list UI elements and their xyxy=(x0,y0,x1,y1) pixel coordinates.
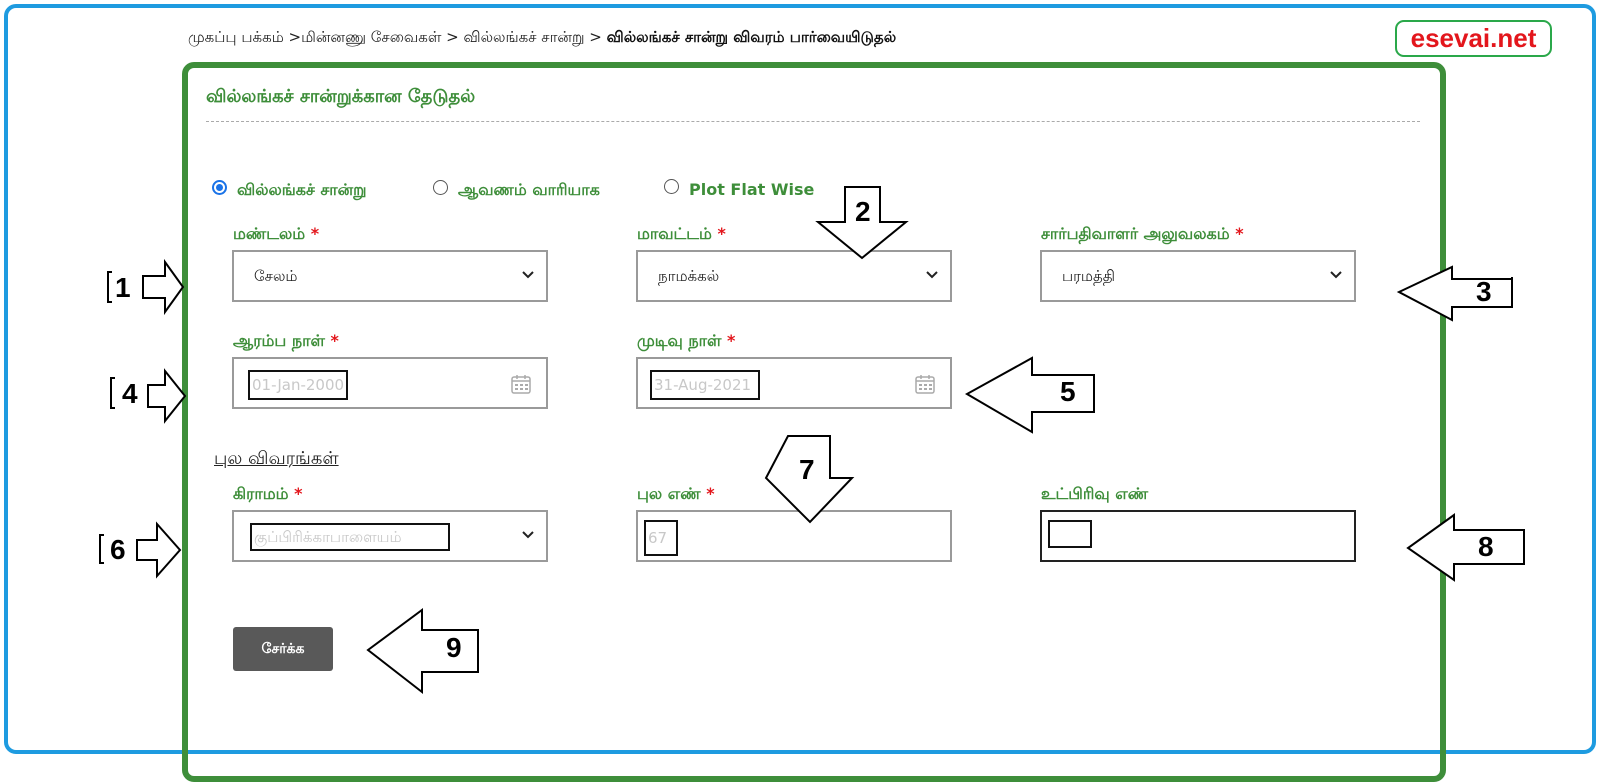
required-mark: * xyxy=(1235,224,1244,243)
annotation-number-3: 3 xyxy=(1476,276,1492,307)
esevai-logo: esevai.net xyxy=(1395,20,1552,57)
required-mark: * xyxy=(310,224,320,243)
district-label-text: மாவட்டம் xyxy=(637,224,712,243)
annotation-number-4: 4 xyxy=(122,378,138,409)
annotation-number-6: 6 xyxy=(110,534,126,565)
start-date-label-text: ஆரம்ப நாள் xyxy=(233,331,325,350)
survey-details-heading: புல விவரங்கள் xyxy=(214,448,339,469)
annotation-number-1: 1 xyxy=(115,272,131,303)
panel-title: வில்லங்கச் சான்றுக்கான தேடுதல் xyxy=(206,86,476,107)
required-mark: * xyxy=(727,331,736,350)
survey-no-value: 67 xyxy=(644,520,678,556)
annotation-arrow-3 xyxy=(1399,267,1512,320)
breadcrumb-path[interactable]: முகப்பு பக்கம் >மின்னணு சேவைகள் > வில்லங்கச் சான்று > xyxy=(188,28,607,46)
radio-label: ஆவணம் வாரியாக xyxy=(458,180,600,199)
village-value: குப்பிரிக்காபாளையம் xyxy=(250,523,450,551)
survey-no-label-text: புல எண் xyxy=(637,484,701,503)
village-label-text: கிராமம் xyxy=(233,484,289,503)
annotation-number-8: 8 xyxy=(1478,531,1494,562)
required-mark: * xyxy=(717,224,726,243)
annotation-number-2: 2 xyxy=(855,196,871,227)
annotation-number-5: 5 xyxy=(1060,376,1076,407)
sro-label-text: சார்பதிவாளர் அலுவலகம் xyxy=(1041,224,1230,243)
annotation-number-7: 7 xyxy=(799,454,815,485)
required-mark: * xyxy=(294,484,303,503)
end-date-label-text: முடிவு நாள் xyxy=(637,331,722,350)
required-mark: * xyxy=(706,484,715,503)
radio-label: Plot Flat Wise xyxy=(689,180,815,199)
sro-value: பரமத்தி xyxy=(1062,267,1116,285)
district-value: நாமக்கல் xyxy=(658,267,720,285)
subdivision-label-text: உட்பிரிவு எண் xyxy=(1041,484,1149,503)
zone-label-text: மண்டலம் xyxy=(233,224,306,243)
required-mark: * xyxy=(330,331,339,350)
zone-value: சேலம் xyxy=(254,267,298,285)
end-date-value: 31-Aug-2021 xyxy=(650,370,760,400)
add-button[interactable]: சேர்க்க xyxy=(233,627,333,671)
start-date-value: 01-Jan-2000 xyxy=(248,370,348,400)
breadcrumb-current: வில்லங்கச் சான்று விவரம் பார்வையிடுதல் xyxy=(606,28,897,46)
annotation-arrow-8 xyxy=(1408,515,1524,580)
annotation-number-9: 9 xyxy=(446,632,462,663)
radio-label: வில்லங்கச் சான்று xyxy=(237,180,367,199)
